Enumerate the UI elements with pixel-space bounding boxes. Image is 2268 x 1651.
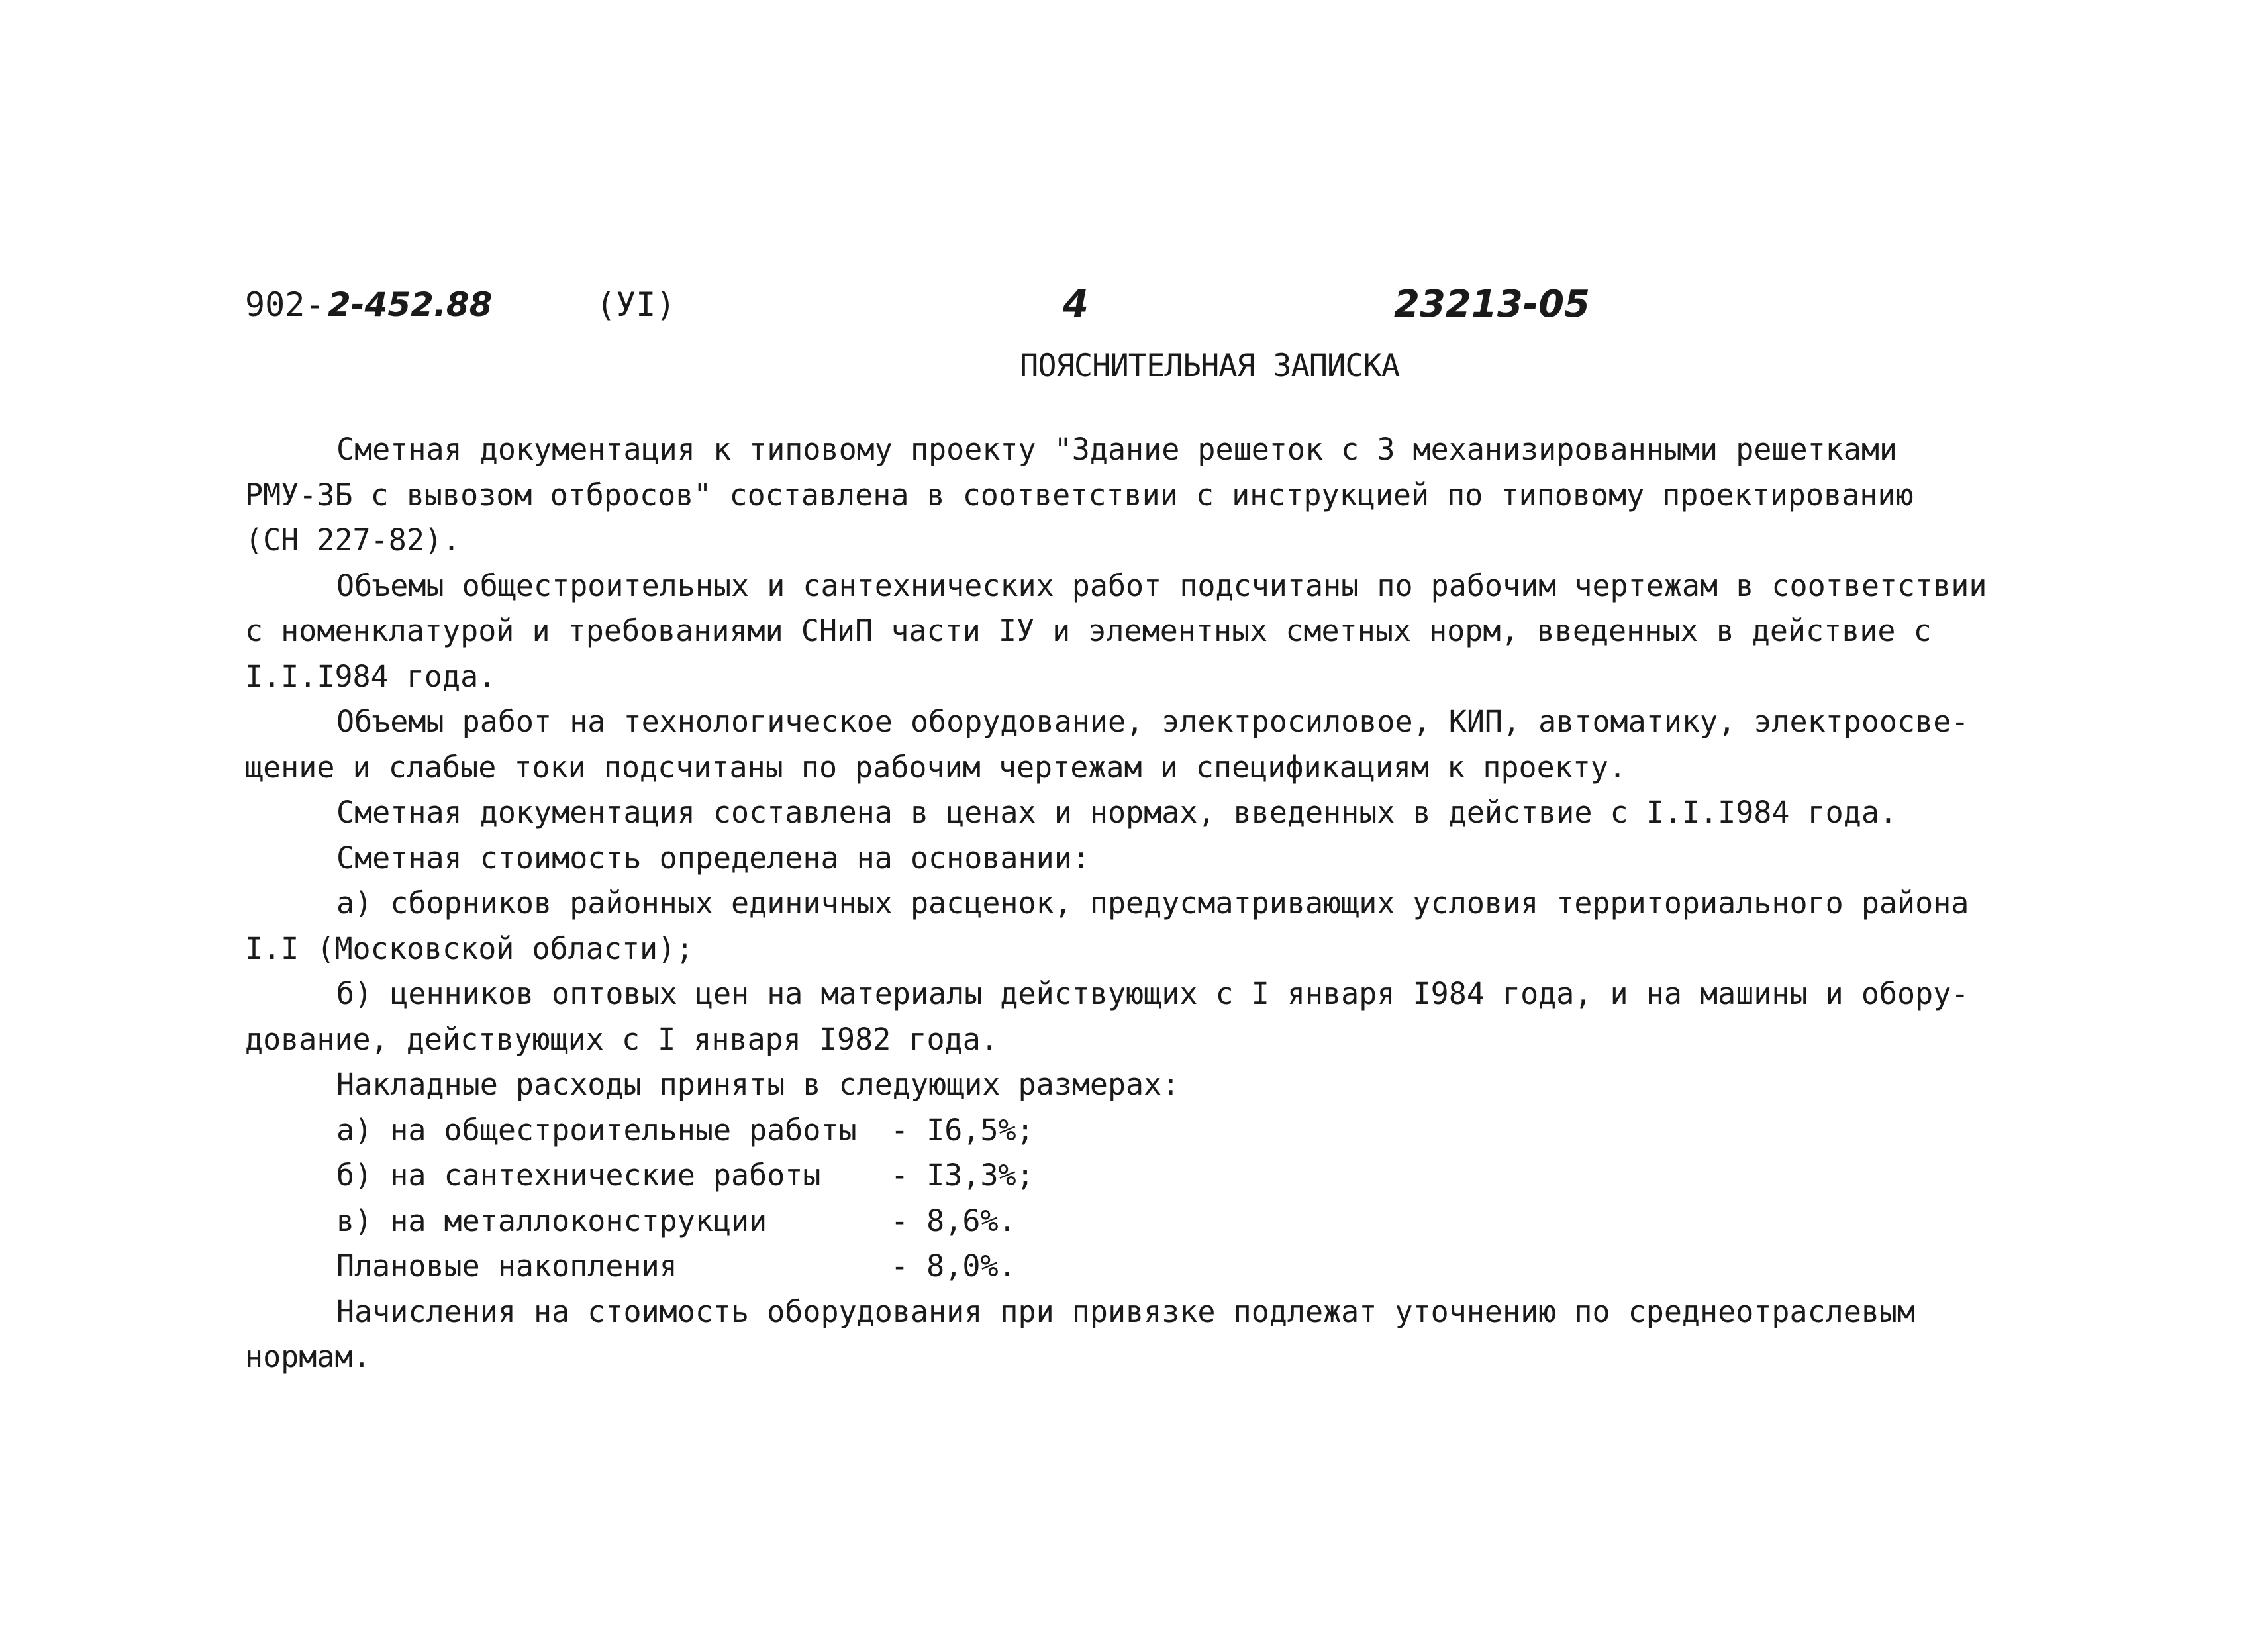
document-header bbox=[0, 281, 2268, 334]
explanatory-note-body bbox=[245, 427, 2046, 1380]
text-line: щение и слабые токи подсчитаны по рабочим чертежам и спецификациям к проекту. bbox=[245, 749, 1627, 785]
text-line: Накладные расходы приняты в следующих размерах: bbox=[336, 1067, 1180, 1102]
text-line: (СН 227-82). bbox=[245, 523, 461, 558]
text-line: РМУ-3Б с вывозом отбросов" составлена в соответствии с инструкцией по типовому проектированию bbox=[245, 477, 1914, 513]
planned-savings-row bbox=[245, 1244, 2046, 1289]
text-line: Сметная стоимость определена на основании: bbox=[336, 840, 1090, 876]
text-line: Сметная документация к типовому проекту "Здание решеток с 3 механизированными решетками bbox=[336, 432, 1898, 467]
overhead-rate-row bbox=[245, 1108, 2046, 1154]
rate-label: в) на металлоконструкции bbox=[336, 1203, 767, 1238]
text-line: I.I.I984 года. bbox=[245, 658, 497, 694]
text-line: Сметная документация составлена в ценах и нормах, введенных в действие с I.I.I984 года. bbox=[336, 795, 1898, 830]
text-line: Начисления на стоимость оборудования при привязке подлежат уточнению по среднеотраслевым bbox=[336, 1293, 1916, 1329]
document-number-prefix: 902- bbox=[245, 285, 325, 324]
rate-label: б) на сантехнические работы bbox=[336, 1158, 821, 1193]
rate-value: - 8,6%. bbox=[891, 1203, 1016, 1238]
text-line: Объемы общестроительных и сантехнических работ подсчитаны по рабочим чертежам в соответствии bbox=[336, 568, 1987, 603]
rate-value: - 8,0%. bbox=[891, 1248, 1016, 1283]
rate-label: Плановые накопления bbox=[336, 1248, 677, 1283]
page-number: 4 bbox=[1063, 283, 1089, 326]
text-line: с номенклатурой и требованиями СНиП части IУ и элементных сметных норм, введенных в действие с bbox=[245, 613, 1932, 648]
text-line: б) ценников оптовых цен на материалы действующих с I января I984 года, и на машины и обору- bbox=[336, 976, 1969, 1011]
overhead-rate-row bbox=[245, 1199, 2046, 1244]
rate-value: - I6,5%; bbox=[891, 1112, 1034, 1148]
text-line: дование, действующих с I января I982 года. bbox=[245, 1021, 999, 1057]
text-line: Объемы работ на технологическое оборудование, электросиловое, КИП, автоматику, электроосве- bbox=[336, 704, 1969, 739]
rate-value: - I3,3%; bbox=[891, 1158, 1034, 1193]
rate-label: а) на общестроительные работы bbox=[336, 1112, 857, 1148]
text-line: а) сборников районных единичных расценок, предусматривающих условия территориального района bbox=[336, 885, 1969, 921]
text-line: I.I (Московской области); bbox=[245, 930, 694, 966]
overhead-rate-row bbox=[245, 1153, 2046, 1199]
document-number-handwritten: 2-452.88 bbox=[328, 285, 493, 324]
album-number: 23213-05 bbox=[1394, 283, 1590, 326]
text-line: нормам. bbox=[245, 1339, 371, 1374]
sheet-mark: (УI) bbox=[596, 285, 676, 324]
page-title: ПОЯСНИТЕЛЬНАЯ ЗАПИСКА bbox=[1020, 348, 1400, 384]
